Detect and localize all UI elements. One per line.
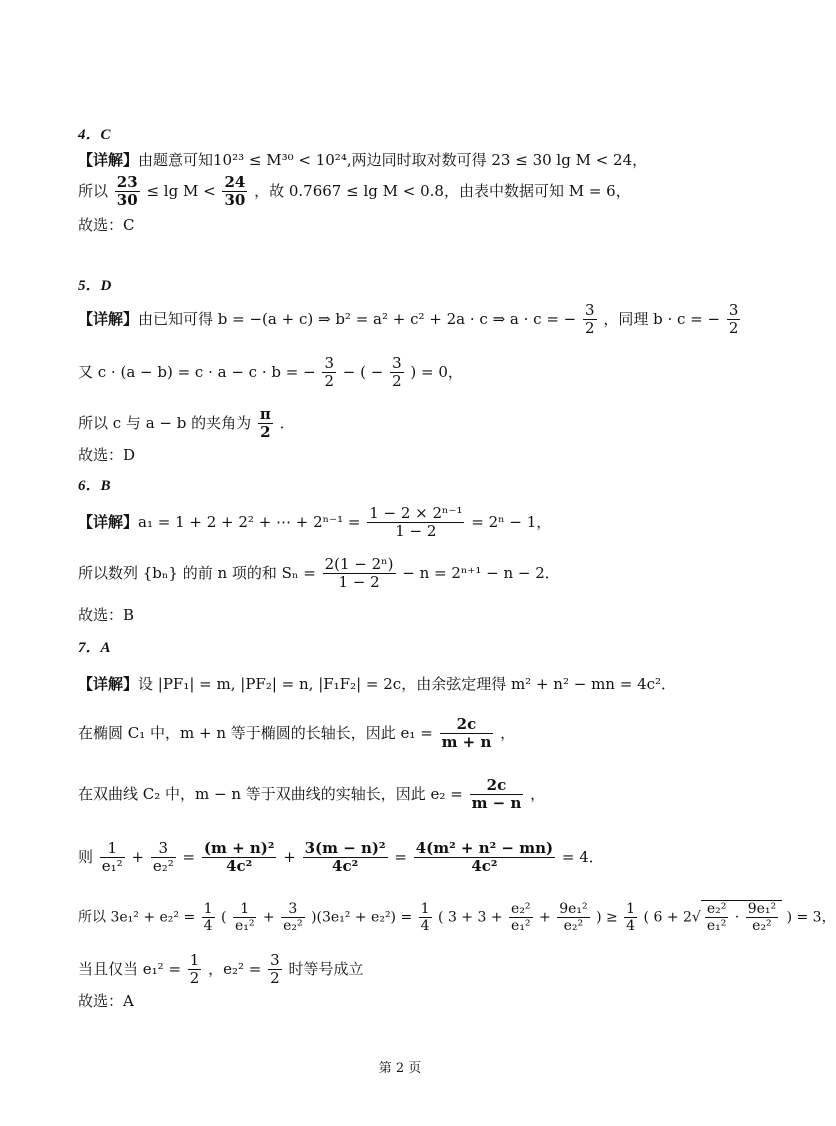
q7-l5-p7: ( 6 + 2 — [643, 909, 692, 926]
q7-l5-end: ) = 3， — [786, 909, 836, 926]
q4-answer: 故选：C — [78, 216, 135, 234]
q5-l1-a: 由已知可得 b = −(a + c) ⇒ b² = a² + c² + 2a · c ⇒ a · c = − — [138, 309, 577, 328]
q7-l5-f3-den: e₂² — [283, 918, 303, 935]
q5-l1-f1-den: 2 — [585, 319, 595, 338]
q6-l1-f-num: 1 − 2 × 2ⁿ⁻¹ — [369, 504, 463, 522]
q4-number: 4．C — [78, 127, 111, 143]
q7-l5-p5: + — [539, 909, 551, 926]
q5-l2-f1-den: 2 — [324, 372, 334, 391]
q7-l6-frac2 — [268, 952, 282, 988]
q5-l3-a: 所以 c 与 a − b 的夹角为 — [78, 413, 252, 432]
q6-detail-tag: 【详解】 — [78, 512, 139, 531]
q7-e1-frac — [440, 716, 494, 752]
q4-frac2-num: 24 — [224, 173, 246, 191]
q7-e2-frac — [470, 777, 524, 813]
q4-frac2-den: 30 — [224, 191, 246, 210]
q7-l5-f9-num: 9e₁² — [747, 901, 777, 917]
q7-l5-frac4 — [419, 901, 432, 934]
q6-line-2 — [78, 556, 560, 592]
q5-frac-pi-2 — [258, 406, 273, 442]
q7-l3-f-num: 2c — [470, 777, 524, 795]
q5-l3-f-num: π — [259, 405, 271, 423]
q7-l5-f2-num: 1 — [233, 901, 257, 918]
q4-l2-c: ，故 0.7667 ≤ lg M < 0.8，由表中数据可知 M = 6， — [254, 181, 631, 200]
q7-l5-sqrt-body — [701, 900, 782, 934]
q7-l4-frac5 — [414, 840, 555, 876]
q5-detail-tag: 【详解】 — [78, 309, 139, 328]
q5-answer: 故选：D — [78, 446, 136, 464]
q6-l2-b: − n = 2ⁿ⁺¹ − n − 2． — [402, 563, 560, 582]
q5-line-3 — [78, 406, 295, 442]
q7-l4-f5-num: 4(m² + n² − mn) — [415, 839, 554, 857]
q5-line-1 — [78, 302, 742, 338]
q4-line-1 — [78, 153, 647, 168]
q7-l4-end: = 4． — [561, 847, 604, 866]
q6-number: 6．B — [78, 478, 111, 494]
q7-l4-frac3 — [202, 840, 277, 876]
q5-l2-b: − ( − — [342, 362, 384, 381]
q6-answer: 故选：B — [78, 606, 135, 624]
q6-l1-f-den: 1 − 2 — [395, 522, 437, 541]
q7-l6-f1-den: 2 — [189, 969, 200, 988]
q7-l4-a: 则 — [78, 847, 94, 866]
q7-l3-f-den: m − n — [471, 794, 522, 813]
q7-l5-f6-num: 9e₁² — [559, 901, 588, 917]
q7-l3-b: ， — [530, 784, 546, 803]
q7-detail-tag: 【详解】 — [78, 675, 139, 693]
q7-l2-b: ， — [500, 723, 516, 742]
q7-l4-f4-num: 3(m − n)² — [304, 839, 386, 857]
q7-l1-text: 设 |PF₁| = m, |PF₂| = n, |F₁F₂| = 2c，由余弦定理得 m² + n² − mn = 4c²． — [138, 675, 677, 693]
q7-l5-f8-den: e₁² — [706, 918, 727, 935]
q5-l1-f2-den: 2 — [728, 319, 739, 338]
q7-l6-c: 时等号成立 — [288, 959, 364, 978]
q7-l6-f2-den: 2 — [270, 969, 280, 988]
q5-l3-f-den: 2 — [260, 423, 271, 442]
q7-l5-f5-num: e₂² — [511, 901, 531, 917]
q7-line-2 — [78, 716, 515, 752]
q7-l2-f-den: m + n — [441, 733, 492, 752]
q7-l5-frac6 — [557, 901, 589, 934]
q7-l4-frac1 — [100, 840, 125, 876]
q7-l5-f2-den: e₁² — [234, 918, 255, 935]
q6-l2-f-num: 2(1 − 2ⁿ) — [324, 555, 394, 573]
page-footer: 第 2 页 — [378, 1061, 422, 1076]
q7-l5-frac9 — [746, 901, 778, 934]
q7-l2-a: 在椭圆 C₁ 中，m + n 等于椭圆的长轴长，因此 e₁ = — [78, 723, 433, 742]
q7-l6-f2-num: 3 — [270, 951, 280, 969]
q6-l2-a: 所以数列 {bₙ} 的前 n 项的和 Sₙ = — [78, 563, 316, 582]
q7-l5-p3: )(3e₁² + e₂²) = — [311, 909, 413, 926]
q6-l1-frac — [367, 505, 464, 541]
q7-l4-f2-den: e₂² — [152, 857, 174, 876]
q5-l2-f1-num: 3 — [324, 354, 334, 372]
q7-number: 7．A — [78, 640, 111, 656]
q7-l5-p6: ) ≥ — [596, 909, 618, 926]
q7-l5-f1-num: 1 — [203, 901, 213, 917]
q7-l5-f4-den: 4 — [420, 918, 430, 935]
q5-l2-c: ) = 0， — [410, 362, 463, 381]
q7-l4-f5-den: 4c² — [471, 857, 498, 876]
q4-line-2 — [78, 174, 631, 210]
q5-l2-frac2 — [390, 355, 404, 391]
q7-l3-a: 在双曲线 C₂ 中，m − n 等于双曲线的实轴长，因此 e₂ = — [78, 784, 463, 803]
q7-l5-p1: ( — [221, 909, 227, 926]
q7-l5-f7-num: 1 — [626, 901, 636, 917]
q7-l4-f1-den: e₁² — [101, 857, 123, 876]
q7-l5-f8-num: e₂² — [706, 901, 727, 917]
q4-frac-24-30 — [222, 174, 247, 210]
q7-l6-a: 当且仅当 e₁² = — [78, 959, 182, 978]
q7-l5-frac5 — [509, 901, 533, 934]
q5-l2-f2-num: 3 — [392, 354, 402, 372]
q7-l2-f-num: 2c — [440, 716, 494, 734]
q7-l5-f3-num: 3 — [281, 901, 305, 918]
q7-l5-a: 所以 3e₁² + e₂² = — [78, 909, 196, 926]
q6-l1-a: a₁ = 1 + 2 + 2² + ⋯ + 2ⁿ⁻¹ = — [138, 512, 361, 531]
q7-l4-eq1: = — [182, 847, 196, 866]
q5-frac-3-2-b — [727, 302, 741, 338]
q7-l5-frac7 — [624, 901, 637, 934]
q7-l4-f3-den: 4c² — [226, 857, 253, 876]
q7-l4-frac2 — [151, 840, 176, 876]
q5-line-2 — [78, 355, 463, 391]
q7-l6-frac1 — [188, 952, 202, 988]
q7-l4-f3-num: (m + n)² — [203, 839, 275, 857]
q7-l5-f4-num: 1 — [420, 901, 430, 917]
q5-l2-a: 又 c · (a − b) = c · a − c · b = − — [78, 362, 316, 381]
q7-l4-p1: + — [131, 847, 145, 866]
q6-line-1 — [78, 505, 551, 541]
q5-l1-b: ，同理 b · c = − — [603, 309, 721, 328]
q7-l5-f7-den: 4 — [626, 918, 636, 935]
q7-l5-frac2 — [233, 901, 257, 934]
q5-l1-f1-num: 3 — [585, 301, 595, 319]
q7-l5-p4: ( 3 + 3 + — [438, 909, 503, 926]
q4-frac1-num: 23 — [116, 173, 138, 191]
q4-frac-23-30 — [115, 174, 140, 210]
q7-l4-f4-den: 4c² — [332, 857, 359, 876]
q7-answer: 故选：A — [78, 992, 134, 1010]
q4-frac1-den: 30 — [116, 191, 138, 210]
q7-l6-f1-num: 1 — [189, 951, 200, 969]
q6-l2-f-den: 1 − 2 — [338, 573, 380, 592]
q7-line-1 — [78, 677, 676, 692]
q7-l6-b: ，e₂² = — [208, 959, 262, 978]
q7-l5-f5-den: e₁² — [511, 918, 531, 935]
q7-l4-eq2: = — [394, 847, 407, 866]
q4-l2-a: 所以 — [78, 181, 109, 200]
sqrt-icon: √ — [691, 909, 701, 926]
q7-l4-f2-num: 3 — [151, 840, 176, 858]
q7-line-3 — [78, 777, 545, 813]
q7-l5-frac3 — [281, 901, 305, 934]
q5-l2-frac1 — [322, 355, 336, 391]
q5-l1-f2-num: 3 — [728, 301, 739, 319]
q7-line-5 — [78, 900, 836, 934]
q7-l5-f6-den: e₂² — [563, 918, 584, 935]
q7-l4-f1-num: 1 — [100, 840, 125, 858]
q7-l5-frac8 — [705, 901, 729, 934]
q4-line-1-text: 由题意可知10²³ ≤ M³⁰ < 10²⁴,两边同时取对数可得 23 ≤ 30 lg M < 24， — [138, 151, 648, 169]
q7-l4-p2: + — [283, 847, 296, 866]
q7-l5-p2: + — [262, 909, 275, 926]
q7-l5-dot: · — [734, 909, 740, 926]
q7-l4-frac4 — [303, 840, 388, 876]
q4-detail-tag: 【详解】 — [78, 151, 139, 169]
q5-frac-3-2-a — [583, 302, 597, 338]
q4-l2-b: ≤ lg M < — [146, 181, 216, 200]
q6-l2-frac — [323, 556, 396, 592]
q5-number: 5．D — [78, 278, 112, 294]
q7-l5-frac1 — [202, 901, 215, 934]
q5-l3-b: ． — [279, 413, 295, 432]
q7-l5-f1-den: 4 — [203, 918, 213, 935]
q7-l5-f9-den: e₂² — [752, 918, 772, 935]
q7-line-4 — [78, 840, 604, 876]
q5-l2-f2-den: 2 — [392, 372, 402, 391]
q6-l1-b: = 2ⁿ − 1， — [471, 512, 552, 531]
q7-line-6 — [78, 952, 364, 988]
